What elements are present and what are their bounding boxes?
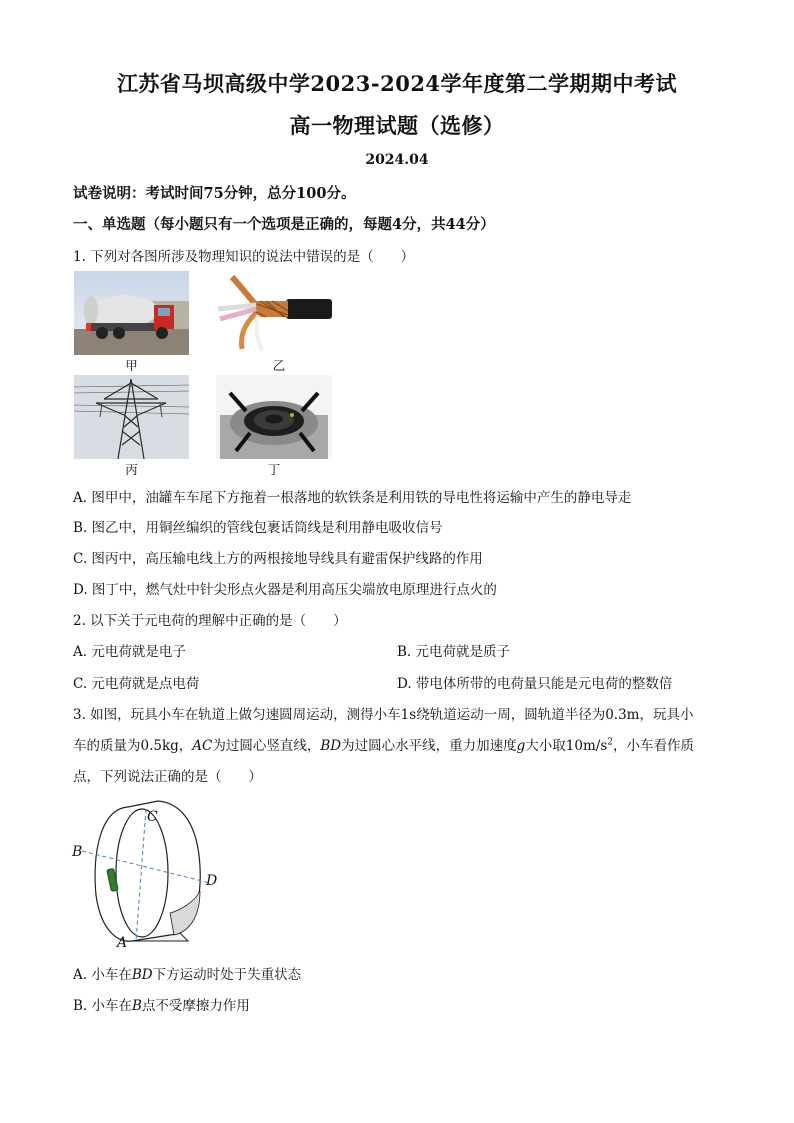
q3-option-a-text: A. 小车在 <box>73 967 132 983</box>
q3-option-b-text: B. 小车在 <box>73 998 133 1014</box>
caption-jia: 甲 <box>125 358 138 373</box>
q2-option-a[interactable]: A. 元电荷就是电子 <box>73 644 186 660</box>
q2-option-c[interactable]: C. 元电荷就是点电荷 <box>73 676 200 692</box>
q2-option-b[interactable]: B. 元电荷就是质子 <box>397 644 511 660</box>
q3-option-b-text: 点不受摩擦力作用 <box>141 998 250 1014</box>
q1-option-a[interactable]: A. 图甲中，油罐车车尾下方拖着一根落地的软铁条是利用铁的导电性将运输中产生的静电导走 <box>73 490 632 506</box>
q1-option-d[interactable]: D. 图丁中，燃气灶中针尖形点火器是利用高压尖端放电原理进行点火的 <box>73 582 497 598</box>
q3-text: 为过圆心水平线，重力加速度 <box>341 738 517 754</box>
exam-subtitle: 高一物理试题（选修） <box>289 113 505 138</box>
shielded-cable-image <box>214 271 332 355</box>
q3-text: 车的质量为0.5kg， <box>73 738 193 754</box>
q3-option-b-point: B <box>132 998 142 1014</box>
q3-ac-label: AC <box>192 738 213 754</box>
caption-yi: 乙 <box>272 358 286 373</box>
exam-title: 江苏省马坝高级中学2023-2024学年度第二学期期中考试 <box>116 71 678 96</box>
q3-text: 大小取10m/s <box>525 738 608 754</box>
loop-track-diagram <box>70 795 220 955</box>
q2-stem: 2. 以下关于元电荷的理解中正确的是（ ） <box>73 613 347 629</box>
q3-option-b[interactable] <box>73 994 250 1014</box>
exam-date: 2024.04 <box>365 152 429 168</box>
q3-option-a-bd: BD <box>131 967 153 983</box>
tanker-truck-image <box>74 271 189 355</box>
section-heading: 一、单选题（每小题只有一个选项是正确的，每题4分，共44分） <box>73 216 495 233</box>
q3-stem-line1: 3. 如图，玩具小车在轨道上做匀速圆周运动，测得小车1s绕轨道运动一周，圆轨道半径为0.3m，玩具小 <box>73 707 694 723</box>
q3-superscript: 2 <box>607 737 613 748</box>
caption-ding: 丁 <box>267 462 281 477</box>
q3-g-symbol: g <box>516 738 526 754</box>
q1-stem: 1. 下列对各图所涉及物理知识的说法中错误的是（ ） <box>73 249 415 265</box>
point-c-label: C <box>147 809 158 825</box>
point-b-label: B <box>72 844 83 860</box>
q2-option-d[interactable]: D. 带电体所带的电荷量只能是元电荷的整数倍 <box>397 676 673 692</box>
q3-stem-line2 <box>73 734 694 754</box>
q1-option-c[interactable]: C. 图丙中，高压输电线上方的两根接地导线具有避雷保护线路的作用 <box>73 551 483 567</box>
q3-option-a[interactable] <box>73 963 301 983</box>
transmission-tower-image <box>74 375 189 459</box>
q3-text: ，小车看作质 <box>613 738 694 754</box>
exam-instructions: 试卷说明：考试时间75分钟，总分100分。 <box>73 185 356 202</box>
q3-option-a-text: 下方运动时处于失重状态 <box>152 967 302 983</box>
q1-option-b[interactable]: B. 图乙中，用铜丝编织的管线包裹话筒线是利用静电吸收信号 <box>73 520 443 536</box>
q3-text: 为过圆心竖直线， <box>212 738 321 754</box>
point-d-label: D <box>206 873 218 889</box>
caption-bing: 丙 <box>125 462 138 477</box>
q3-bd-label: BD <box>320 738 342 754</box>
point-a-label: A <box>117 935 128 951</box>
gas-stove-image <box>216 375 332 459</box>
q3-stem-line3: 点，下列说法正确的是（ ） <box>73 769 262 785</box>
